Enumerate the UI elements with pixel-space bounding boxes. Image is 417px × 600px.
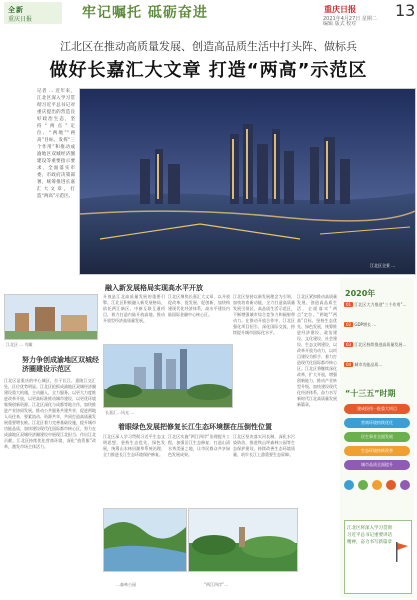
main-headline: 做好长嘉汇大文章 打造“两高”示范区 bbox=[49, 60, 368, 81]
timeline-text: 城市功能品质… bbox=[354, 362, 383, 367]
timeline-badge: 03 bbox=[346, 342, 352, 347]
building-icon bbox=[372, 480, 382, 490]
achievement-pill: 建成投用一批重大项目 bbox=[344, 404, 410, 414]
leaf-icon bbox=[358, 480, 368, 490]
kicker-title: 江北区在推动高质量发展、创造高品质生活中打头阵、做标兵 bbox=[60, 40, 357, 53]
flag-icon bbox=[394, 540, 410, 564]
editor-line: 编辑 版式 校对 bbox=[323, 21, 357, 27]
timeline-item bbox=[344, 322, 410, 327]
people-icon bbox=[400, 480, 410, 490]
sidebar-summary-text: 江北区将深入学习贯彻习近平总书记重要讲话精神，奋力书写新篇章 bbox=[347, 526, 392, 545]
timeline-item bbox=[344, 342, 410, 347]
section1-text-col2: 江北区聚焦长嘉汇大文章，以开放促改革、促发展、促创新，加快构建现代化经济体系，高水平建设内陆国际金融中心核心区。 bbox=[168, 294, 230, 317]
section1-subtitle: 融入新发展格局实现高水平开放 bbox=[105, 284, 203, 292]
timeline-badge: 01 bbox=[346, 302, 352, 307]
section1-text-col4: 江北区紧扣推动高质量发展、创造高品质生活，全面落实“两点”定位、“两地”“两高”目标，坚持生态优先、绿色发展，统筹推进经济建设、政治建设、文化建设、社会建设、生态文明建设，以改革开放为动力，以项目建设为抓手，着力打造现代化国际都市核心区。江北区将继续深化改革，扩大开放，增强创新能力，推动产业转型升级，加快建设现代化经济体系，奋力书写新时代江北高质量发展新篇章。 bbox=[297, 294, 337, 407]
sidebar-title-2020: 2020年 bbox=[345, 289, 376, 298]
achievement-pill: 生态环境持续改善 bbox=[344, 446, 410, 456]
date-line: 2021年4月27日 星期二 bbox=[323, 16, 377, 22]
section1-photo bbox=[103, 344, 233, 408]
section1-photo-caption: 长嘉汇…风光 … bbox=[105, 410, 135, 415]
section2-subtitle: 着眼绿色发展把修复长江生态环境摆在压倒性位置 bbox=[118, 423, 272, 431]
main-photo-caption: 江北区全景 … bbox=[370, 263, 396, 268]
globe-icon bbox=[344, 480, 354, 490]
page-number: 13 bbox=[395, 1, 416, 20]
section2-photo-left-caption: …森林公园 bbox=[116, 582, 136, 587]
timeline-badge: 02 bbox=[346, 322, 352, 327]
page-header bbox=[0, 0, 417, 26]
left-photo-caption: 江北区 … 鸟瞰 bbox=[6, 342, 33, 347]
brand-line2: 重庆日报 bbox=[8, 16, 33, 23]
section2-photo-right bbox=[188, 508, 298, 572]
intro-column: 记者 … 近年来，江北区深入学习贯彻习近平总书记对重庆提出的营造良好政治生态，坚持“两点”定位、“两地”“两高”目标、发挥“三个作用”和推动成渝地区双城经济圈建设等重要指示要求，全面落实市委、市政府决策部署，统筹推进长嘉汇大文章，打造“两高”示范区。 bbox=[37, 89, 75, 199]
section1-text-col3: 江北区坚持以新发展理念为引领，加快培育新动能，全力打造高质量发展引领区、高品质生活示范区，不断增强城市综合竞争力和辐射带动力。在推动开放合作中，江北区强化项目招引，深化国际交流，持续提升城市国际化水平。 bbox=[233, 294, 295, 335]
achievement-pill: 民生事业全面发展 bbox=[344, 432, 410, 442]
left-photo bbox=[4, 294, 98, 340]
section2-photo-left bbox=[103, 508, 187, 572]
newspaper-name: 重庆日报 bbox=[324, 5, 356, 14]
timeline-text: 江北区持续推进高质量发展… bbox=[354, 342, 407, 347]
timeline-item bbox=[344, 302, 410, 307]
left-lower-text: 江北区是重庆的中心城区，位于长江、嘉陵江交汇处，区位优势明显。江北区抢抓成渝地区双城经济圈建设重大机遇，主动融入、全力服务，以更大力度推进改革开放，以更高标准推动城市建设，以更优环境集聚创新资源。江北区深化与成都等地合作，加快推进产业协同发展，推动公共服务共建共享，促进两地人员往来、要素流动、资源共享，共同打造高质量发展重要增长极。江北区着力完善基础设施，提升城市功能品质，加快建设现代化国际都市核心区，努力在成渝地区双城经济圈建设中展现江北担当、作出江北贡献。江北区持续优化营商环境，深化“放管服”改革，激发市场主体活力。 bbox=[4, 378, 96, 449]
chart-icon bbox=[386, 480, 396, 490]
section2-text-col2: 江北区实施“两江四岸”治理提升工程，加强沿江生态修复，打造山清水秀美丽之地，让市民群众共享绿色发展成果。 bbox=[168, 434, 230, 457]
achievement-pill: 营商环境持续优化 bbox=[344, 418, 410, 428]
timeline-item bbox=[344, 362, 410, 367]
section2-text-col3: 江北区坚决落实河长制，深化水污染防治，推进铁山坪森林公园等生态保护建设，持续改善生态环境质量，筑牢长江上游重要生态屏障。 bbox=[233, 434, 295, 457]
section1-text-col1: 开放是江北高质量发展的重要引擎。江北区积极融入新发展格局，依托两江新区、中新互联互通项目，着力打造内陆开放高地，推动开放型经济高质量发展。 bbox=[103, 294, 165, 323]
sidebar-title-13th-plan: “十三五”时期 bbox=[345, 389, 396, 398]
section2-photo-right-caption: “两江四岸”… bbox=[204, 582, 229, 587]
timeline-text: GDP增长 … bbox=[354, 322, 377, 327]
timeline-text: 江北区大力推进“三个作用”… bbox=[354, 302, 407, 307]
left-subtitle: 努力争创成渝地区双城经济圈建设示范区 bbox=[22, 356, 99, 373]
section2-text-col1: 江北区深入学习贯彻习近平生态文明思想，坚持生态优先、绿色发展，统筹山水林田湖草系统治理，全力推进长江生态环境保护修复。 bbox=[103, 434, 165, 457]
section-brand bbox=[4, 2, 62, 24]
achievement-pill: 城市品质全面提升 bbox=[344, 460, 410, 470]
timeline-badge: 04 bbox=[346, 362, 352, 367]
section-banner: 牢记嘱托 砥砺奋进 bbox=[82, 5, 208, 21]
brand-line1: 全新 bbox=[8, 6, 24, 14]
main-photo bbox=[79, 88, 416, 275]
